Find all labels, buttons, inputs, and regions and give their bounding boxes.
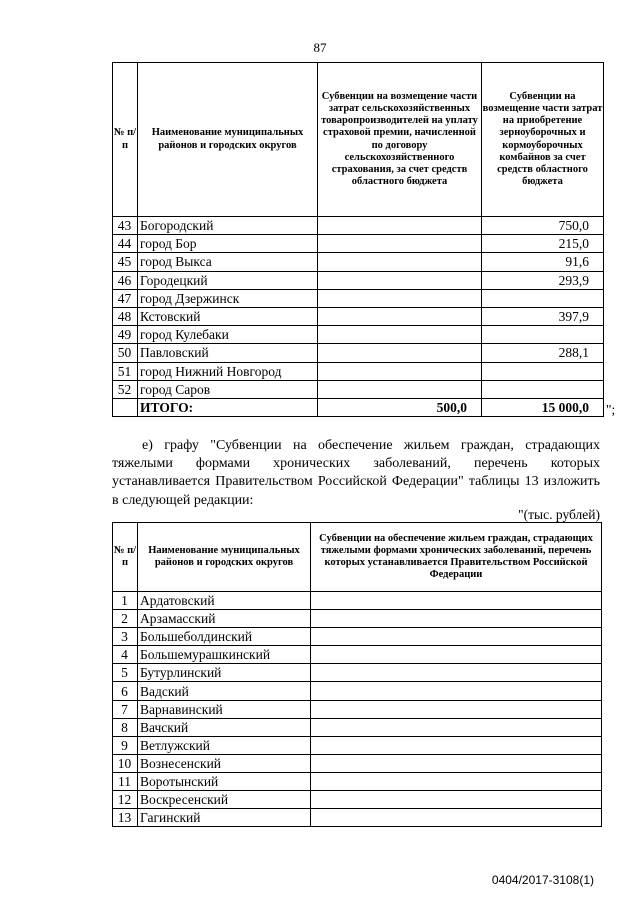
row-number: 8 [113,718,138,736]
table-row [113,344,604,362]
table-row [113,592,602,610]
row-number: 13 [113,809,138,827]
total-insurance-subsidy: 500,0 [318,398,482,416]
table-row [113,271,604,289]
table-row [113,628,602,646]
housing-subsidy-value [311,646,602,664]
insurance-subsidy-value [318,253,482,271]
table-row [113,754,602,772]
table2-body [113,592,602,827]
table1-header-row [113,63,604,217]
row-number: 49 [113,326,138,344]
housing-subsidy-value [311,682,602,700]
table1-header-harvester-subsidy: Субвенции на возмещение части затрат на приобретение зерноуборочных и кормоуборочных комбайнов за счет средств областного бюджета [482,63,604,217]
district-name: город Выкса [138,253,318,271]
housing-subsidy-value [311,664,602,682]
harvester-subsidy-value: 91,6 [482,253,604,271]
row-number: 9 [113,736,138,754]
row-number: 43 [113,217,138,235]
housing-subsidy-value [311,809,602,827]
district-name: Воскресенский [138,791,311,809]
insurance-subsidy-value [318,326,482,344]
table-row [113,380,604,398]
table-row [113,718,602,736]
row-number: 2 [113,610,138,628]
harvester-subsidy-value: 215,0 [482,235,604,253]
table-row [113,307,604,325]
unit-label: "(тыс. рублей) [518,507,600,522]
district-name: Вознесенский [138,754,311,772]
district-name: Варнавинский [138,700,311,718]
housing-subsidy-value [311,736,602,754]
housing-subsidy-value [311,700,602,718]
table1-header-num: № п/п [113,63,138,217]
table-row [113,362,604,380]
insurance-subsidy-value [318,307,482,325]
district-name: Вачский [138,718,311,736]
housing-subsidy-value [311,791,602,809]
table1-closing-mark: "; [606,402,616,417]
row-number: 48 [113,307,138,325]
harvester-subsidy-value: 288,1 [482,344,604,362]
page-number: 87 [313,40,327,55]
housing-subsidy-value [311,772,602,790]
table-row [113,646,602,664]
housing-subsidy-value [311,718,602,736]
total-label: ИТОГО: [138,398,318,416]
document-code: 0404/2017-3108(1) [491,873,594,887]
harvester-subsidy-value [482,326,604,344]
district-name: Воротынский [138,772,311,790]
district-name: Богородский [138,217,318,235]
district-name: город Нижний Новгород [138,362,318,380]
row-number: 46 [113,271,138,289]
district-name: Ветлужский [138,736,311,754]
table-row [113,610,602,628]
table-row [113,217,604,235]
district-name: город Кулебаки [138,326,318,344]
total-harvester-subsidy: 15 000,0 [482,398,604,416]
housing-subsidy-value [311,592,602,610]
table-row [113,289,604,307]
housing-subsidies-table [112,522,602,827]
district-name: Кстовский [138,307,318,325]
table1-header-insurance-subsidy: Субвенции на возмещение части затрат сельскохозяйственных товаропроизводителей на уплату страховой премии, начисленной по договору сельскохозяйственного страхования, за счет средств областного бюджета [318,63,482,217]
harvester-subsidy-value: 750,0 [482,217,604,235]
housing-subsidy-value [311,628,602,646]
table-row [113,700,602,718]
table-row [113,664,602,682]
row-number: 1 [113,592,138,610]
total-row [113,398,604,416]
housing-subsidy-value [311,610,602,628]
table-row [113,772,602,790]
row-number: 4 [113,646,138,664]
amendment-paragraph [112,437,600,510]
district-name: город Бор [138,235,318,253]
row-number: 10 [113,754,138,772]
table-row [113,809,602,827]
row-number: 45 [113,253,138,271]
district-name: Городецкий [138,271,318,289]
district-name: Арзамасский [138,610,311,628]
district-name: город Саров [138,380,318,398]
district-name: Большеболдинский [138,628,311,646]
insurance-subsidy-value [318,380,482,398]
amendment-paragraph-text: е) графу "Субвенции на обеспечение жильем граждан, страдающих тяжелыми формами хронических заболеваний, перечень которых устанавливается Правительством Российской Федерации" таблицы 13 изложить в следующей редакции: [112,438,600,508]
row-number: 11 [113,772,138,790]
row-number: 5 [113,664,138,682]
district-name: город Дзержинск [138,289,318,307]
subsidies-table-continuation [112,62,604,417]
insurance-subsidy-value [318,235,482,253]
table2-header-num: № п/п [113,523,138,592]
insurance-subsidy-value [318,362,482,380]
table1-header-name: Наименование муниципальных районов и городских округов [138,63,318,217]
housing-subsidy-value [311,754,602,772]
row-number: 44 [113,235,138,253]
table-row [113,736,602,754]
table-row [113,253,604,271]
district-name: Бутурлинский [138,664,311,682]
insurance-subsidy-value [318,289,482,307]
district-name: Павловский [138,344,318,362]
table2-header-housing-subsidy: Субвенции на обеспечение жильем граждан, страдающих тяжелыми формами хронических заболеваний, перечень которых устанавливается Правительством Российской Федерации [311,523,602,592]
row-number: 47 [113,289,138,307]
row-number: 6 [113,682,138,700]
harvester-subsidy-value [482,380,604,398]
district-name: Ардатовский [138,592,311,610]
insurance-subsidy-value [318,271,482,289]
table-row [113,682,602,700]
table-row [113,326,604,344]
insurance-subsidy-value [318,344,482,362]
table2-header-row [113,523,602,592]
harvester-subsidy-value [482,362,604,380]
district-name: Большемурашкинский [138,646,311,664]
row-number: 52 [113,380,138,398]
table-row [113,791,602,809]
row-number: 50 [113,344,138,362]
table2-header-name: Наименование муниципальных районов и городских округов [138,523,311,592]
row-number: 3 [113,628,138,646]
row-number: 7 [113,700,138,718]
table-row [113,235,604,253]
row-number: 51 [113,362,138,380]
row-number: 12 [113,791,138,809]
total-num-cell [113,398,138,416]
harvester-subsidy-value [482,289,604,307]
table1-body [113,217,604,417]
district-name: Вадский [138,682,311,700]
district-name: Гагинский [138,809,311,827]
harvester-subsidy-value: 397,9 [482,307,604,325]
insurance-subsidy-value [318,217,482,235]
harvester-subsidy-value: 293,9 [482,271,604,289]
